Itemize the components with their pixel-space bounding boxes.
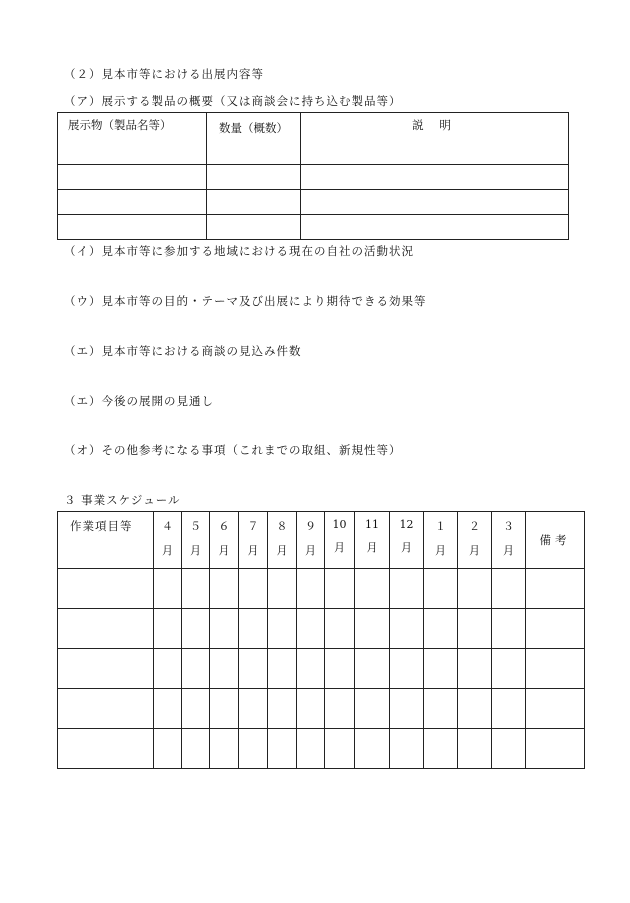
month-unit: 月 [190, 544, 201, 557]
subsection-a-heading: （ア）展示する製品の概要（又は商談会に持ち込む製品等） [64, 94, 402, 108]
cell-month[interactable] [390, 609, 424, 649]
section-3-heading: ３ 事業スケジュール [64, 493, 181, 507]
subsection-o-heading: （オ）その他参考になる事項（これまでの取組、新規性等） [64, 443, 402, 457]
cell-month[interactable] [210, 609, 239, 649]
cell-month[interactable] [390, 649, 424, 689]
header-month-12 [492, 512, 526, 569]
month-unit: 月 [247, 544, 259, 557]
header-month-10 [424, 512, 458, 569]
cell-month[interactable] [424, 609, 458, 649]
table-row [58, 649, 585, 689]
cell-month[interactable] [492, 569, 526, 609]
exhibit-products-table [57, 112, 569, 240]
cell-month[interactable] [297, 649, 325, 689]
cell-month[interactable] [154, 569, 182, 609]
cell-month[interactable] [182, 609, 210, 649]
cell-month[interactable] [355, 729, 390, 769]
cell-month[interactable] [239, 689, 268, 729]
month-unit: 月 [334, 541, 345, 554]
cell-month[interactable] [492, 689, 526, 729]
cell-month[interactable] [492, 649, 526, 689]
cell-exhibit-item[interactable] [58, 215, 207, 240]
table-header-row [58, 113, 569, 165]
section-2-heading: （２）見本市等における出展内容等 [64, 67, 264, 81]
subsection-e1-heading: （エ）見本市等における商談の見込み件数 [64, 344, 302, 358]
cell-month[interactable] [268, 689, 297, 729]
cell-month[interactable] [268, 649, 297, 689]
month-unit: 月 [162, 544, 173, 557]
cell-task[interactable] [58, 609, 154, 649]
header-month-2 [182, 512, 210, 569]
cell-task[interactable] [58, 569, 154, 609]
cell-month[interactable] [239, 569, 268, 609]
table-row [58, 689, 585, 729]
header-month-11 [458, 512, 492, 569]
header-month-6 [297, 512, 325, 569]
header-notes: 備考 [526, 512, 585, 569]
month-unit: 月 [469, 544, 480, 557]
month-number: ８ [276, 520, 288, 533]
cell-month[interactable] [154, 729, 182, 769]
cell-month[interactable] [390, 569, 424, 609]
table-row [58, 190, 569, 215]
header-task: 作業項目等 [58, 512, 154, 569]
table-row [58, 609, 585, 649]
table-row [58, 569, 585, 609]
cell-notes[interactable] [526, 609, 585, 649]
month-number: 10 [332, 518, 347, 531]
cell-description[interactable] [301, 215, 569, 240]
header-month-1 [154, 512, 182, 569]
cell-month[interactable] [239, 729, 268, 769]
table-row [58, 215, 569, 240]
cell-month[interactable] [492, 609, 526, 649]
cell-month[interactable] [458, 609, 492, 649]
cell-month[interactable] [424, 689, 458, 729]
month-unit: 月 [435, 544, 446, 557]
cell-month[interactable] [182, 569, 210, 609]
cell-month[interactable] [210, 649, 239, 689]
cell-month[interactable] [458, 569, 492, 609]
cell-month[interactable] [182, 689, 210, 729]
cell-month[interactable] [154, 689, 182, 729]
cell-month[interactable] [325, 649, 355, 689]
cell-notes[interactable] [526, 729, 585, 769]
cell-task[interactable] [58, 689, 154, 729]
cell-month[interactable] [325, 689, 355, 729]
cell-month[interactable] [297, 609, 325, 649]
cell-month[interactable] [355, 609, 390, 649]
cell-month[interactable] [210, 729, 239, 769]
cell-month[interactable] [424, 729, 458, 769]
cell-month[interactable] [182, 649, 210, 689]
cell-month[interactable] [239, 649, 268, 689]
cell-quantity[interactable] [207, 190, 301, 215]
cell-month[interactable] [268, 569, 297, 609]
table-row [58, 729, 585, 769]
cell-month[interactable] [268, 729, 297, 769]
cell-month[interactable] [492, 729, 526, 769]
cell-quantity[interactable] [207, 165, 301, 190]
cell-month[interactable] [458, 729, 492, 769]
month-number: 12 [399, 518, 414, 531]
cell-quantity[interactable] [207, 215, 301, 240]
table-row [58, 165, 569, 190]
cell-notes[interactable] [526, 569, 585, 609]
cell-month[interactable] [182, 729, 210, 769]
cell-month[interactable] [355, 689, 390, 729]
cell-month[interactable] [154, 649, 182, 689]
month-number: ５ [190, 520, 201, 533]
cell-month[interactable] [154, 609, 182, 649]
cell-month[interactable] [390, 729, 424, 769]
cell-month[interactable] [210, 689, 239, 729]
month-unit: 月 [305, 544, 316, 557]
cell-month[interactable] [424, 649, 458, 689]
subsection-i-heading: （イ）見本市等に参加する地域における現在の自社の活動状況 [64, 244, 414, 258]
subsection-e2-heading: （エ）今後の展開の見通し [64, 394, 214, 408]
cell-month[interactable] [268, 609, 297, 649]
month-number: １ [435, 520, 446, 533]
subsection-u-heading: （ウ）見本市等の目的・テーマ及び出展により期待できる効果等 [64, 294, 427, 308]
cell-notes[interactable] [526, 649, 585, 689]
header-month-3 [210, 512, 239, 569]
header-exhibit-item: 展示物（製品名等） [58, 113, 207, 165]
header-month-9 [390, 512, 424, 569]
header-month-4 [239, 512, 268, 569]
cell-month[interactable] [210, 569, 239, 609]
header-month-7 [325, 512, 355, 569]
month-unit: 月 [503, 544, 514, 557]
month-unit: 月 [401, 541, 412, 554]
cell-month[interactable] [297, 689, 325, 729]
cell-month[interactable] [325, 729, 355, 769]
cell-month[interactable] [239, 609, 268, 649]
month-number: ２ [469, 520, 480, 533]
header-description: 説 明 [301, 113, 569, 165]
cell-task[interactable] [58, 729, 154, 769]
cell-month[interactable] [458, 649, 492, 689]
cell-month[interactable] [355, 649, 390, 689]
cell-description[interactable] [301, 165, 569, 190]
month-number: ３ [503, 520, 514, 533]
cell-task[interactable] [58, 649, 154, 689]
month-number: ９ [305, 520, 316, 533]
cell-month[interactable] [390, 689, 424, 729]
cell-month[interactable] [325, 569, 355, 609]
cell-description[interactable] [301, 190, 569, 215]
schedule-table [57, 511, 585, 769]
cell-month[interactable] [325, 609, 355, 649]
header-month-8 [355, 512, 390, 569]
month-number: 11 [365, 518, 379, 531]
month-unit: 月 [366, 541, 378, 554]
cell-month[interactable] [458, 689, 492, 729]
cell-month[interactable] [297, 729, 325, 769]
header-month-5 [268, 512, 297, 569]
cell-exhibit-item[interactable] [58, 190, 207, 215]
schedule-header-row [58, 512, 585, 569]
month-unit: 月 [218, 544, 230, 557]
month-number: ６ [218, 520, 230, 533]
cell-exhibit-item[interactable] [58, 165, 207, 190]
month-unit: 月 [276, 544, 288, 557]
cell-month[interactable] [355, 569, 390, 609]
header-quantity: 数量（概数） [207, 113, 301, 165]
cell-month[interactable] [424, 569, 458, 609]
cell-month[interactable] [297, 569, 325, 609]
cell-notes[interactable] [526, 689, 585, 729]
month-number: ４ [162, 520, 173, 533]
month-number: ７ [247, 520, 259, 533]
